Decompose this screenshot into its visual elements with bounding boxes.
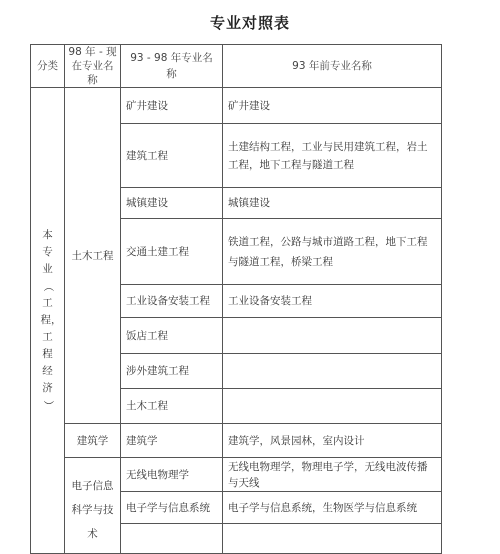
table-row: [31, 424, 442, 458]
current-major: 城镇建设: [121, 188, 223, 219]
current-major: 涉外建筑工程: [121, 354, 223, 389]
old-major: 工业设备安装工程: [223, 285, 442, 318]
header-pre93-name: 93 年前专业名称: [223, 45, 442, 88]
header-row: [31, 45, 442, 88]
category-electronics: 电子信息科学与技术: [65, 458, 121, 554]
category-civil: 土木工程: [65, 88, 121, 424]
old-major: 无线电物理学，物理电子学，无线电波传播与天线: [223, 458, 442, 492]
old-major: [223, 389, 442, 424]
old-major: [223, 354, 442, 389]
major-comparison-table: [30, 44, 442, 554]
old-major-partial: [223, 524, 442, 554]
current-major: 无线电物理学: [121, 458, 223, 492]
main-class-cell: [31, 88, 65, 554]
old-major: 电子学与信息系统，生物医学与信息系统: [223, 492, 442, 524]
old-major: 铁道工程，公路与城市道路工程，地下工程与隧道工程，桥梁工程: [223, 219, 442, 285]
current-major: 饭店工程: [121, 318, 223, 354]
table-row: [31, 88, 442, 124]
header-class: 分类: [31, 45, 65, 88]
current-major: 建筑学: [121, 424, 223, 458]
current-major: 矿井建设: [121, 88, 223, 124]
old-major: 矿井建设: [223, 88, 442, 124]
category-architecture: 建筑学: [65, 424, 121, 458]
old-major: 建筑学，风景园林，室内设计: [223, 424, 442, 458]
main-class-label: 本专业（工程，工程经济）: [40, 229, 62, 411]
old-major: 城镇建设: [223, 188, 442, 219]
current-major: 建筑工程: [121, 124, 223, 188]
old-major: 土建结构工程，工业与民用建筑工程，岩土工程，地下工程与隧道工程: [223, 124, 442, 188]
table-row: [31, 458, 442, 492]
page-title: 专业对照表: [209, 14, 290, 32]
current-major-partial: [121, 524, 223, 554]
current-major: 交通土建工程: [121, 219, 223, 285]
current-major: 工业设备安装工程: [121, 285, 223, 318]
header-current-name: 98 年 - 现在专业名称: [65, 45, 121, 88]
current-major: 电子学与信息系统: [121, 492, 223, 524]
old-major: [223, 318, 442, 354]
current-major: 土木工程: [121, 389, 223, 424]
header-93-98-name: 93 - 98 年专业名称: [121, 45, 223, 88]
